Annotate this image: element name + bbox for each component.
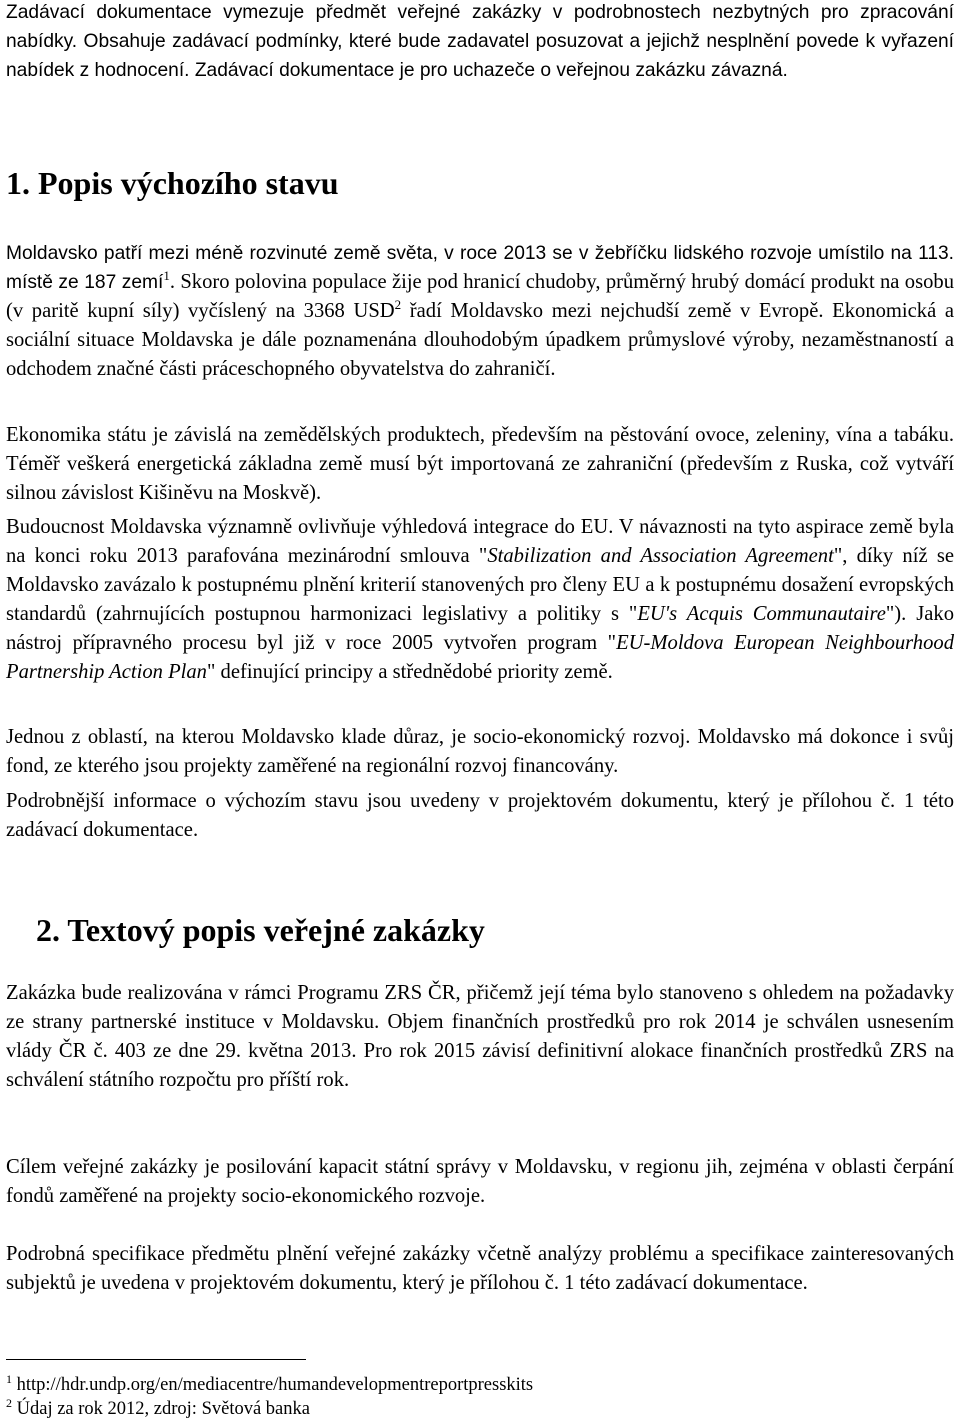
section-2-p3-block (6, 1240, 954, 1298)
footnote-2 (6, 1395, 310, 1420)
agreement-name-italic: Stabilization and Association Agreement (487, 545, 834, 567)
action-plan-name-italic: EU-Moldova European Neighbourhood Partnership Action Plan (6, 632, 954, 683)
section-1-paragraph-1 (6, 239, 954, 384)
section-1-paragraph-3-part-d: " definující principy a střednědobé priority země. (206, 661, 613, 683)
section-2-paragraph-3: Podrobná specifikace předmětu plnění veřejné zakázky včetně analýzy problému a specifikace zainteresovaných subjektů je uvedena v projektovém dokumentu, který je přílohou č. 1 této zadávací dokumentace. (6, 1243, 954, 1294)
section-2-paragraph-1: Zakázka bude realizována v rámci Programu ZRS ČR, přičemž její téma bylo stanoveno s ohledem na požadavky ze strany partnerské instituce v Moldavsku. Objem finančních prostředků pro rok 2014 je schválen usnesením vlády ČR č. 403 ze dne 29. května 2013. Pro rok 2015 závisí definitivní alokace finančních prostředků ZRS na schválení státního rozpočtu pro příští rok. (6, 982, 954, 1091)
acquis-name-italic: EU's Acquis Communautaire (637, 603, 886, 625)
footnote-separator (6, 1359, 306, 1360)
footnote-1-link[interactable]: http://hdr.undp.org/en/mediacentre/humandevelopmentreportpresskits (12, 1375, 534, 1395)
section-1-p2-block (6, 421, 954, 508)
section-1-paragraph-1-part-b: . Skoro polovina populace žije pod hranicí chudoby, průměrný hrubý domácí produkt na osobu (v paritě kupní síly) vyčíslený na 3368 USD (6, 271, 954, 322)
footnote-ref-1[interactable]: 1 (163, 268, 170, 284)
intro-block (6, 0, 954, 85)
section-1-paragraph-2: Ekonomika státu je závislá na zemědělských produktech, především na pěstování ovoce, zeleniny, vína a tabáku. Téměř veškerá energetická základna země musí být importovaná ze zahraniční (především z Ruska, což vytváří silnou závislost Kišiněvu na Moskvě). (6, 424, 954, 504)
section-1-paragraph-3-part-a: Budoucnost Moldavska významně ovlivňuje výhledová integrace do EU. V návaznosti na tyto aspirace země byla na konci roku 2013 parafována mezinárodní smlouva " (6, 516, 954, 567)
section-2-heading-block (36, 910, 954, 950)
section-2-paragraph-2: Cílem veřejné zakázky je posilování kapacit státní správy v Moldavsku, v regionu jih, zejména v oblasti čerpání fondů zaměřené na projekty socio-ekonomického rozvoje. (6, 1156, 954, 1207)
section-1-paragraph-1-part-c: řadí Moldavsko mezi nejchudší země v Evropě. Ekonomická a sociální situace Moldavska je dále poznamenána dlouhodobým úpadkem průmyslové výroby, nezaměstnaností a odchodem značné části práceschopného obyvatelstva do zahraničí. (6, 300, 954, 380)
footnote-2-text: Údaj za rok 2012, zdroj: Světová banka (12, 1399, 310, 1419)
section-1-paragraph-3 (6, 513, 954, 687)
section-1-paragraph-5: Podrobnější informace o výchozím stavu jsou uvedeny v projektovém dokumentu, který je přílohou č. 1 této zadávací dokumentace. (6, 790, 954, 841)
footnote-1 (6, 1371, 534, 1396)
section-1-paragraph-3-part-b: ", díky níž se Moldavsko zavázalo k postupnému plnění kriterií stanovených pro členy EU a k postupnému dosažení evropských standardů (zahrnujících postupnou harmonizaci legislativy a politiky s " (6, 545, 954, 625)
footnote-1-mark: 1 (6, 1371, 12, 1386)
footnote-ref-2[interactable]: 2 (394, 297, 402, 313)
section-1-p4-block (6, 723, 954, 781)
section-1-paragraph-4: Jednou z oblastí, na kterou Moldavsko klade důraz, je socio-ekonomický rozvoj. Moldavsko má dokonce i svůj fond, ze kterého jsou projekty zaměřené na regionální rozvoj financovány. (6, 726, 954, 777)
section-1-paragraph-1-part-a: Moldavsko patří mezi méně rozvinuté země světa, v roce 2013 se v žebříčku lidského rozvoje umístilo na 113. místě ze 187 zemí (6, 243, 954, 293)
section-2-p1-block (6, 979, 954, 1095)
intro-paragraph: Zadávací dokumentace vymezuje předmět veřejné zakázky v podrobnostech nezbytných pro zpracování nabídky. Obsahuje zadávací podmínky, které bude zadavatel posuzovat a jejichž nesplnění povede k vyřazení nabídek z hodnocení. Zadávací dokumentace je pro uchazeče o veřejnou zakázku závazná. (6, 2, 954, 81)
section-2-p2-block (6, 1153, 954, 1211)
footnote-2-mark: 2 (6, 1395, 12, 1410)
section-1-p3-block (6, 513, 954, 687)
section-1-heading: 1. Popis výchozího stavu (6, 165, 339, 201)
section-2-heading: 2. Textový popis veřejné zakázky (36, 912, 485, 948)
section-1-paragraph-3-part-c: "). Jako nástroj přípravného procesu byl již v roce 2005 vytvořen program " (6, 603, 954, 654)
section-1-heading-block (6, 163, 954, 203)
section-1-p1-block (6, 239, 954, 384)
section-1-p5-block (6, 787, 954, 845)
